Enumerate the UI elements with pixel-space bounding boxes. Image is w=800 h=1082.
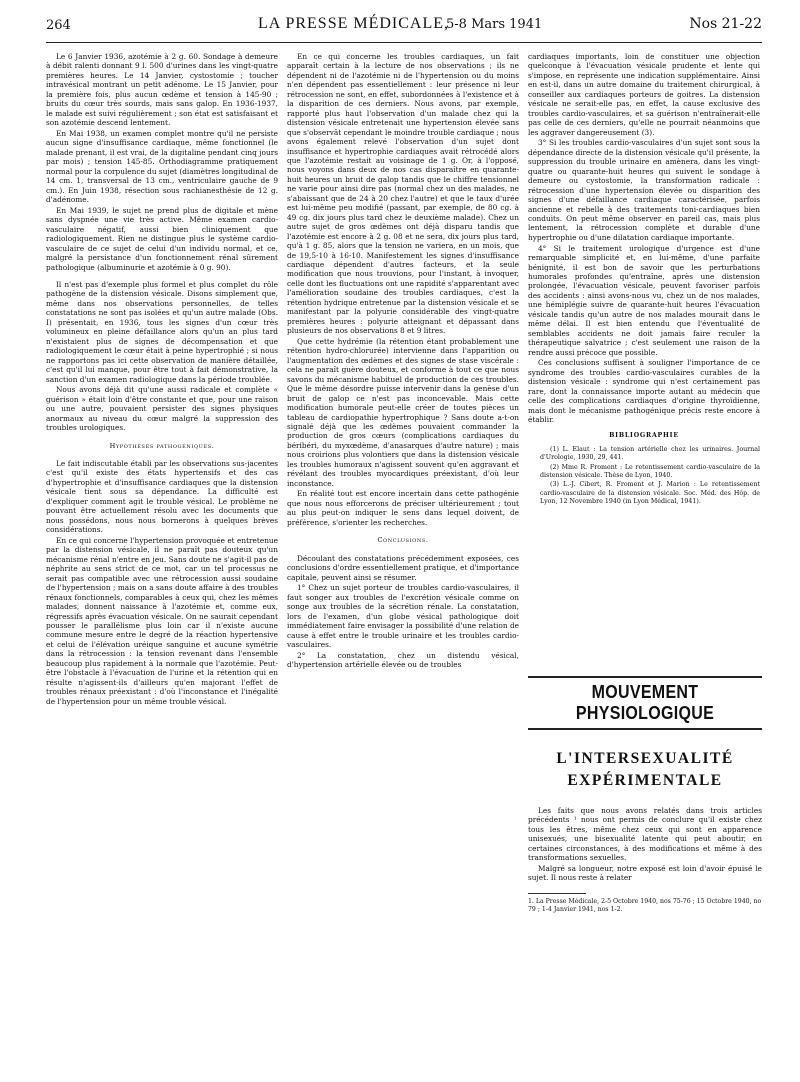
bibliography-title: BIBLIOGRAPHIE bbox=[609, 431, 679, 439]
paragraph: Il n'est pas d'exemple plus formel et plus complet du rôle pathogène de la distension vésicale. Disons simplement que, même dans nos observations personnelles, de telles constatations ne sont pas isolées et qu'un autre malade (Obs. I) présentait, en 1936, tous les signes d'un cœur très volumineux en pleine défaillance alors qu'un an plus tard n'existaient plus de signes de décompensation et que radiologiquement le cœur était à peine hypertrophié ; si nous ne rapportons pas ici cette observation de manière détaillée, c'est qu'il lui manque, pour être tout à fait démonstrative, la sanction d'un examen radiologique dans la période troublée. bbox=[46, 280, 278, 384]
bibliography-entry: (1) L. Elaut : La tension artérielle chez les urinaires. Journal d'Urologie, 1930, 29, 441. bbox=[540, 446, 760, 462]
paragraph: Nous avons déjà dit qu'une aussi radicale et complète « guérison » était loin d'être constante et que, pour une raison ou une autre, pouvaient persister des signes physiques anormaux au niveau du cœur malgré la suppression des troubles urologiques. bbox=[46, 385, 278, 433]
paragraph: En ce qui concerne les troubles cardiaques, un fait apparaît certain à la lecture de nos observations ; ils ne dépendent ni de l'azotémie ni de l'hypertension ou du moins n'en dépendent pas essentiellement : leur présence ni leur rétrocession ne sont, en effet, subordonnées à l'existence et à la disparition de ces derniers. Nous avons, par exemple, rapporté plus haut l'observation d'un malade chez qui la distension vésicale entretenait une hypertension élevée sans que s'observât cependant le moindre trouble cardiaque ; nous avons également relevé l'observation d'un sujet dont insuffisance et hypertrophie cardiaques avait rétrocédé alors que l'azotémie restait au voisinage de 1 g. Or, à l'opposé, nous voyons dans deux de nos cas disparaître en quarante-huit heures un bruit de galop tandis que le chiffre tensionnel ne varie pour ainsi dire pas (normal chez un des malades, ne s'abaissant que de 24 à 20 chez l'autre) et que le taux d'urée est lui-même peu modifié (passant, par exemple, de 80 cg. à 49 cg. dix jours plus tard chez le deuxième malade). Chez un autre sujet de gros œdèmes ont déjà disparu tandis que l'azotémie est encore à 2 g. 08 et ne sera, dix jours plus tard, qu'à 1 g. 85, alors que la tension ne variera, en un mois, que de 19,5-10 à 16-10. Manifestement les signes d'insuffisance cardiaque dépendent d'autres facteurs, et la seule modification que nous trouvions, pour l'instant, à invoquer, celle dont les fluctuations ont une rapidité s'apparentant avec l'amélioration soudaine des troubles cardiaques, c'est la rétention hydrique entretenue par la distension vésicale et se manifestant par la polyurie considérable des vingt-quatre premières heures : polyurie atteignant et dépassant dans plusieurs de nos observations 8 et 9 litres. bbox=[287, 52, 519, 336]
paragraph: cardiaques importants, loin de constituer une objection quelconque à l'évacuation vésicale prudente et lente qui s'impose, en représente une indication supplémentaire. Ainsi en est-il, dans un autre domaine du traitement chirurgical, à conseiller aux cardiaques porteurs de goitres. La distension vésicale ne serait-elle pas, en effet, la cause exclusive des troubles cardio-vasculaires, et sa guérison n'entraînerait-elle pas celle de ces derniers, qu'elle ne pourrait néanmoins que les aggraver dangereusement (3). bbox=[528, 52, 760, 137]
paragraph: Ces conclusions suffisent à souligner l'importance de ce syndrome des troubles cardio-vasculaires curables de la distension vésicale : syndrome qui n'est certainement pas rare, dont la connaissance importe autant au médecin que celle des complications cardiaques d'origine thyroïdienne, mais dont le mécanisme pathogénique précis reste encore à établir. bbox=[528, 358, 760, 425]
footnote-rule bbox=[528, 893, 586, 894]
paragraph: 4° Si le traitement urologique d'urgence est d'une remarquable simplicité et, en lui-même, d'une parfaite bénignité, il est bon de savoir que les perturbations humorales profondes qu'entraîne, après une distension prolongée, l'évacuation vésicale, peuvent favoriser parfois des accidents : ainsi avons-nous vu, chez un de nos malades, une hémiplégie suivre de quarante-huit heures l'évacuation vésicale tandis qu'un autre de nos malades mourait dans le même délai. Il est bien entendu que l'éventualité de semblables accidents ne doit jamais faire reculer la thérapeutique salvatrice ; c'est seulement une raison de la rendre aussi précoce que possible. bbox=[528, 243, 760, 357]
paragraph: 1° Chez un sujet porteur de troubles cardio-vasculaires, il faut songer aux troubles de l'excrétion vésicale comme on songe aux troubles de la sécrétion rénale. La constatation, lors de l'examen, d'un globe vésical pathologique doit immédiatement faire envisager la possibilité d'une relation de cause à effet entre le trouble urinaire et les troubles cardio-vasculaires. bbox=[287, 583, 519, 650]
issue-date: 5-8 Mars 1941 bbox=[446, 17, 543, 32]
journal-title: LA PRESSE MÉDICALE, bbox=[258, 15, 450, 32]
paragraph: En réalité tout est encore incertain dans cette pathogénie que nous nous efforcerons de préciser ultérieurement ; tout au plus peut-on indiquer le sens dans lequel doivent, de préférence, s'orienter les recherches. bbox=[287, 489, 519, 527]
page-number: 264 bbox=[46, 18, 71, 33]
section-rule-bottom bbox=[528, 728, 762, 730]
paragraph: En ce qui concerne l'hypertension provoquée et entretenue par la distension vésicale, il ne paraît pas douteux qu'un mécanisme rénal n'entre en jeu. Sans doute ne s'agit-il pas de néphrite au sens strict de ce mot, car un tel processus ne serait pas compatible avec une rétrocession aussi soudaine de l'hypertension ; mais on a sans doute affaire à des troubles rénaux fonctionnels, comparables à ceux qui, chez les mêmes malades, donnent naissance à l'azotémie et, comme eux, régressifs après évacuation vésicale. On ne saurait cependant pousser le parallélisme plus loin car il n'existe aucune commune mesure entre le degré de la réaction hypertensive et celui de l'élévation uréique sanguine et aucune symétrie dans la rétrocession : la tension revenant dans l'ensemble beaucoup plus rapidement à la normale que l'azotémie. Peut-être l'obstacle à l'évacuation de l'urine et la rétention qui en résulte n'agissent-ils d'ailleurs qu'en majorant l'effet de troubles rénaux préexistant : d'où l'inconstance et l'inégalité de l'hypertension pour un même trouble vésical. bbox=[46, 535, 278, 706]
page-header bbox=[46, 12, 762, 38]
section-rule-top bbox=[528, 676, 762, 678]
article-title-line: L'INTERSEXUALITÉ bbox=[556, 750, 734, 767]
section-banner: MOUVEMENT PHYSIOLOGIQUE bbox=[575, 683, 715, 724]
paragraph: En Mai 1939, le sujet ne prend plus de digitale et mène sans dyspnée une vie très active. Même examen cardio-vasculaire négatif, aussi bien cliniquement que radiologiquement. Rien ne distingue plus le système cardio-vasculaire de ce sujet de celui d'un individu normal, et ce, malgré la persistance d'un fonctionnement rénal sûrement pathologique (albuminurie et azotémie à 0 g. 90). bbox=[46, 205, 278, 272]
article-title bbox=[528, 748, 762, 792]
paragraph: Les faits que nous avons relatés dans trois articles précédents ¹ nous ont permis de conclure qu'il existe chez tous les êtres, même chez ceux qui sont en apparence unisexués, une bisexualité latente qui peut aboutir, en certaines circonstances, à des modifications et même à des transformations sexuelles. bbox=[528, 806, 762, 863]
column-2 bbox=[287, 52, 519, 1082]
article-body bbox=[528, 806, 762, 883]
subheading: Hypothèses pathogéniques. bbox=[109, 441, 215, 450]
bibliography-entry: (3) L.-J. Cibert, R. Froment et J. Marion : Le retentissement cardio-vasculaire de la distension vésicale. Soc. Méd. des Hôp. de Lyon, 12 Novembre 1940 (in Lyon Médical, 1941). bbox=[540, 481, 760, 505]
subheading: Conclusions. bbox=[377, 536, 429, 545]
paragraph: Le 6 Janvier 1936, azotémie à 2 g. 60. Sondage à demeure à débit ralenti donnant 9 l. 500 d'urines dans les vingt-quatre premières heures. Le 14 Janvier, cystostomie ; toucher intravésical montrant un petit adénome. Le 15 Janvier, pour la première fois, plus aucun œdème et tension à 145-90 ; bruits du cœur très sourds, mais sans galop. En 1936-1937, le malade est suivi régulièrement ; son état est satisfaisant et son azotémie descend lentement. bbox=[46, 52, 278, 128]
paragraph: Que cette hydrémie (la rétention étant probablement une rétention hydro-chlorurée) intervienne dans l'apparition ou l'augmentation des œdèmes et des signes de stase viscérale : cela ne paraît guère douteux, et conforme à tout ce que nous savons du mécanisme habituel de production de ces troubles. Que le même désordre puisse intervenir dans la genèse d'un bruit de galop ce n'est pas inconcevable. Mais cette modification humorale peut-elle créer de toutes pièces un tableau de cardiopathie hypertrophique ? Sans doute a-t-on signalé déjà que les œdèmes pouvaient commander la production de gros cœurs (complications cardiaques du béribéri, du myxœdème, d'anasarques d'autre nature) ; mais nous croirions plus volontiers que dans la distension vésicale les troubles humoraux n'agissent souvent qu'en aggravant et révélant des troubles myocardiques préexistant, d'où leur inconstance. bbox=[287, 336, 519, 488]
article-title-line: EXPÉRIMENTALE bbox=[567, 772, 723, 789]
paragraph: 3° Si les troubles cardio-vasculaires d'un sujet sont sous la dépendance directe de la distension vésicale qu'il présente, la suppression du trouble urinaire en amènera, dans les vingt-quatre ou quarante-huit heures qui suivent le sondage à demeure ou cystostomie, la transformation radicale : rétrocession d'une hypertension élevée ou disparition des signes d'une défaillance cardiaque caractérisée, parfois ancienne et rebelle à des traitements toni-cardiaques bien conduits. On peut même observer en pareil cas, mais plus lentement, la rétrocession complète et durable d'une hypertrophie ou d'une dilatation cardiaque importante. bbox=[528, 138, 760, 242]
bibliography-entry: (2) Mme R. Froment : Le retentissement cardio-vasculaire de la distension vésicale. Thèse de Lyon, 1940. bbox=[540, 463, 760, 479]
paragraph: 2° La constatation, chez un distendu vésical, d'hypertension artérielle élevée ou de troubles bbox=[287, 650, 519, 670]
paragraph: Malgré sa longueur, notre exposé est loin d'avoir épuisé le sujet. Il nous reste à relater bbox=[528, 863, 762, 883]
paragraph: Le fait indiscutable établi par les observations sus-jacentes c'est qu'il existe des états hypertensifs et des cas d'hypertrophie et d'insuffisance cardiaques que la distension vésicale tient sous sa dépendance. La difficulté est d'expliquer comment agit le trouble vésical. Le problème ne pouvant être actuellement résolu avec les documents que nous possédons, nous nous bornerons à quelques brèves considérations. bbox=[46, 459, 278, 535]
header-rule bbox=[46, 42, 762, 43]
footnote: 1. La Presse Médicale, 2-5 Octobre 1940, nos 75-76 ; 15 Octobre 1940, no 79 ; 1-4 Janvier 1941, nos 1-2. bbox=[528, 897, 762, 913]
section-box bbox=[528, 676, 762, 914]
issue-number: Nos 21-22 bbox=[689, 16, 762, 32]
column-1 bbox=[46, 52, 278, 1082]
paragraph: En Mai 1938, un examen complet montre qu'il ne persiste aucun signe d'insuffisance cardiaque, même fonctionnel (le malade prenant, il est vrai, de la digitaline pendant cinq jours par mois) ; tension 145-85. Orthodiagramme pratiquement normal pour la corpulence du sujet (diamètres longitudinal de 14 cm. 1, transversal de 13 cm., ventriculaire gauche de 9 cm.). En Juin 1938, résection sous rachianesthésie de 12 g. d'adénome. bbox=[46, 128, 278, 205]
paragraph: Découlant des constatations précédemment exposées, ces conclusions d'ordre essentiellement pratique, et d'importance capitale, peuvent ainsi se résumer. bbox=[287, 553, 519, 582]
column-3 bbox=[528, 52, 760, 662]
